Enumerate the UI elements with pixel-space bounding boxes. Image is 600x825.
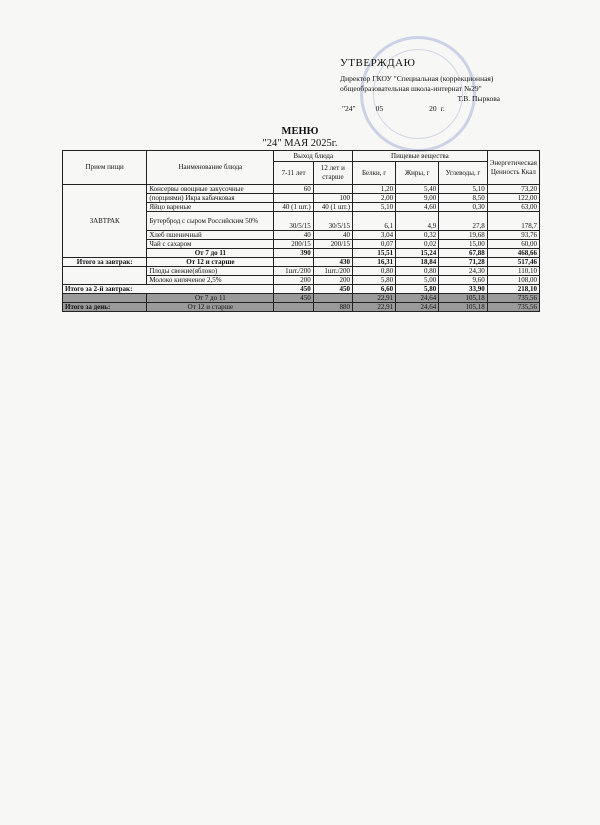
cell-fat: 15,24 [396,249,439,258]
approval-block [340,58,570,114]
cell-carbs: 15,00 [439,240,487,249]
cell-age2 [313,249,352,258]
table-row [63,285,540,294]
header-nutrients: Пищевые вещества [353,151,488,162]
cell-fat: 0,02 [396,240,439,249]
dish-name: Чай с сахаром [147,240,274,249]
cell-age1: 40 (1 шт.) [274,203,313,212]
cell-age2: 430 [313,258,352,267]
cell-protein: 0,07 [353,240,396,249]
approval-line2: общеобразовательная школа-интернат №29" [340,84,482,93]
cell-age1 [274,303,313,312]
total-label: От 7 до 11 [147,294,274,303]
cell-protein: 6,60 [353,285,396,294]
cell-fat: 5,40 [396,185,439,194]
cell-fat: 24,64 [396,303,439,312]
cell-protein: 2,00 [353,194,396,203]
meal-second-empty [63,267,147,285]
dish-name: Молоко кипяченое 2,5% [147,276,274,285]
header-age2: 12 лет и старше [313,162,352,185]
cell-protein: 22,91 [353,303,396,312]
header-energy: Энергетическая Ценность Ккал [487,151,539,185]
cell-age2: 30/5/15 [313,212,352,231]
cell-age1: 450 [274,285,313,294]
cell-carbs: 9,60 [439,276,487,285]
cell-age1 [274,194,313,203]
cell-carbs: 105,18 [439,294,487,303]
cell-energy: 73,20 [487,185,539,194]
cell-age1: 390 [274,249,313,258]
cell-energy: 735,56 [487,294,539,303]
cell-carbs: 5,10 [439,185,487,194]
header-output: Выход блюда [274,151,353,162]
cell-fat: 9,00 [396,194,439,203]
cell-protein: 3,04 [353,231,396,240]
dish-name: Яйцо вареные [147,203,274,212]
cell-fat: 4,9 [396,212,439,231]
header-protein: Белки, г [353,162,396,185]
cell-fat: 24,64 [396,294,439,303]
cell-age1: 200/15 [274,240,313,249]
dish-name: (порциями) Икра кабачковая [147,194,274,203]
breakfast-total-label: Итого за завтрак: [63,258,147,267]
dish-name: Хлеб пшеничный [147,231,274,240]
approval-date-month: 05 [375,104,384,113]
cell-fat: 4,60 [396,203,439,212]
cell-protein: 0,80 [353,267,396,276]
cell-protein: 1,20 [353,185,396,194]
cell-carbs: 71,28 [439,258,487,267]
cell-age2: 200 [313,276,352,285]
cell-energy: 735,56 [487,303,539,312]
table-row [63,294,540,303]
approval-title: УТВЕРЖДАЮ [340,57,416,69]
cell-protein: 16,31 [353,258,396,267]
cell-protein: 22,91 [353,294,396,303]
cell-fat: 18,84 [396,258,439,267]
dish-name: Бутерброд с сыром Российским 50% [147,212,274,231]
cell-energy: 110,10 [487,267,539,276]
dish-name: Плоды свежие(яблоко) [147,267,274,276]
cell-age2: 100 [313,194,352,203]
cell-energy: 468,66 [487,249,539,258]
total-label: От 7 до 11 [147,249,274,258]
cell-energy: 60,00 [487,240,539,249]
cell-carbs: 19,68 [439,231,487,240]
cell-energy: 517,46 [487,258,539,267]
approval-signer: Т.В. Пыркова [457,94,500,103]
day-total-spacer [63,294,147,303]
cell-energy: 93,76 [487,231,539,240]
day-total-label: Итого за день: [63,303,147,312]
cell-age1: 200 [274,276,313,285]
header-age1: 7-11 лет [274,162,313,185]
header-carbs: Углеводы, г [439,162,487,185]
cell-age2: 1шт./200 [313,267,352,276]
cell-age1: 40 [274,231,313,240]
cell-fat: 5,80 [396,285,439,294]
cell-carbs: 105,18 [439,303,487,312]
cell-energy: 108,00 [487,276,539,285]
table-row [63,303,540,312]
approval-date-day: "24" [342,104,356,113]
table-row [63,258,540,267]
cell-carbs: 67,88 [439,249,487,258]
cell-age2: 40 (1 шт.) [313,203,352,212]
header-dish: Наименование блюда [147,151,274,185]
cell-carbs: 8,50 [439,194,487,203]
cell-age2 [313,294,352,303]
cell-carbs: 24,30 [439,267,487,276]
cell-protein: 6,1 [353,212,396,231]
cell-energy: 178,7 [487,212,539,231]
cell-age2 [313,185,352,194]
cell-carbs: 27,8 [439,212,487,231]
cell-age2: 450 [313,285,352,294]
cell-age2: 40 [313,231,352,240]
cell-energy: 63,00 [487,203,539,212]
approval-date-year: 20 [429,104,437,113]
menu-title: МЕНЮ [281,126,319,137]
cell-fat: 5,00 [396,276,439,285]
cell-protein: 15,51 [353,249,396,258]
cell-age1: 1шт./200 [274,267,313,276]
meal-breakfast: ЗАВТРАК [63,185,147,258]
approval-line1: Директор ГКОУ "Специальная (коррекционная) [340,74,494,83]
cell-fat: 0,80 [396,267,439,276]
cell-age1: 60 [274,185,313,194]
cell-age2: 880 [313,303,352,312]
cell-carbs: 0,30 [439,203,487,212]
cell-age2: 200/15 [313,240,352,249]
cell-energy: 122,00 [487,194,539,203]
cell-energy: 218,10 [487,285,539,294]
cell-protein: 5,10 [353,203,396,212]
approval-date-suffix: г. [440,104,445,113]
cell-protein: 5,80 [353,276,396,285]
cell-age1: 30/5/15 [274,212,313,231]
menu-date: "24" МАЯ 2025г. [262,138,338,149]
cell-fat: 0,32 [396,231,439,240]
table-row [63,185,540,194]
cell-age1 [274,258,313,267]
dish-name: Консервы овощные закусочные [147,185,274,194]
table-row [63,267,540,276]
header-fat: Жиры, г [396,162,439,185]
menu-table [62,150,540,312]
cell-carbs: 33,90 [439,285,487,294]
second-total-label: Итого за 2-й завтрак: [63,285,274,294]
total-label: От 12 и старше [147,258,274,267]
total-label: От 12 и старше [147,303,274,312]
header-meal: Прием пищи [63,151,147,185]
cell-age1: 450 [274,294,313,303]
approval-date [340,104,570,114]
